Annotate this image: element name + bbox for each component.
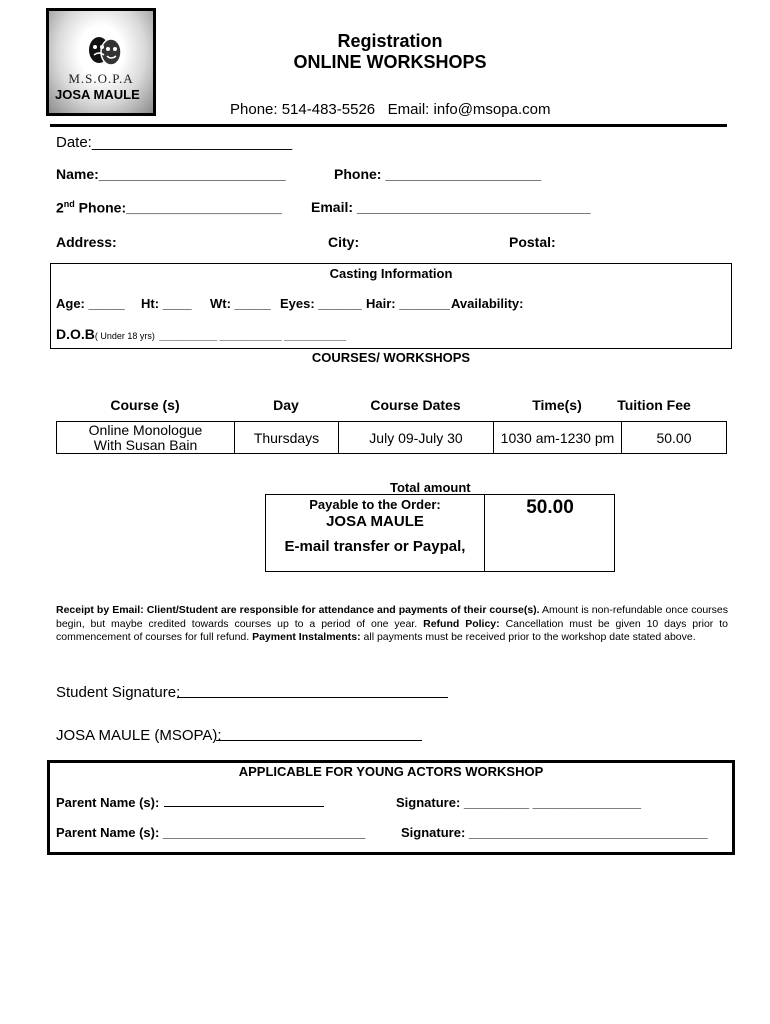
instalments-bold: Payment Instalments: <box>249 631 361 643</box>
payment-method: E-mail transfer or Paypal, <box>284 538 466 555</box>
second-phone-label: Phone:____________________ <box>74 199 282 216</box>
day-cell: Thursdays <box>235 422 339 454</box>
logo <box>46 8 156 116</box>
weight-field[interactable]: Wt: _____ <box>210 296 271 311</box>
phone-number: 514-483-5526 <box>281 101 376 118</box>
time-cell: 1030 am-1230 pm <box>494 422 622 454</box>
parent-name-line-1[interactable] <box>164 806 324 807</box>
second-phone-sup: nd <box>63 199 75 209</box>
col-header-time: Time(s) <box>532 397 582 413</box>
courses-table <box>56 421 727 454</box>
height-field[interactable]: Ht: ____ <box>141 296 192 311</box>
casting-title: Casting Information <box>329 266 453 281</box>
col-header-day: Day <box>273 397 299 413</box>
receipt-bold: Receipt by Email: Client/Student are responsible for attendance and payments of their course(s). <box>56 604 540 616</box>
dob-label: D.O.B <box>56 326 95 342</box>
contact-line <box>230 101 550 118</box>
payee-name: JOSA MAULE <box>326 513 424 530</box>
course-name-line1: Online Monologue <box>88 421 203 438</box>
student-signature-line[interactable] <box>177 697 448 698</box>
refund-text: Cancellation must be given 10 days prior to commencement of courses for full refund. <box>56 617 728 643</box>
header-divider <box>50 124 727 127</box>
josa-signature-label: JOSA MAULE (MSOPA): <box>56 727 222 744</box>
age-field[interactable]: Age: _____ <box>56 296 125 311</box>
date-field[interactable]: Date:________________________ <box>56 134 293 151</box>
name-field[interactable]: Name:________________________ <box>56 166 286 182</box>
instalments-text: all payments must be received prior to the workshop date stated above. <box>360 631 696 643</box>
email-address: info@msopa.com <box>433 101 551 118</box>
total-amount-label: Total amount <box>390 480 471 495</box>
parent-signature-1[interactable]: Signature: _________ _______________ <box>396 795 642 810</box>
course-name-line2: With Susan Bain <box>93 436 198 453</box>
courses-title: COURSES/ WORKSHOPS <box>311 350 471 365</box>
policy-text <box>56 604 728 645</box>
payable-label: Payable to the Order: <box>309 497 441 512</box>
page-subtitle: ONLINE WORKSHOPS <box>293 52 487 72</box>
phone-field[interactable]: Phone: ____________________ <box>334 166 542 182</box>
dob-lines: _____________ ______________ ______________ <box>159 332 347 341</box>
eyes-field[interactable]: Eyes: ______ <box>280 296 362 311</box>
second-phone-prefix: 2 <box>56 199 64 216</box>
city-field[interactable]: City: <box>328 234 360 250</box>
parent-name-field-2[interactable]: Parent Name (s): ____________________________ <box>56 825 366 840</box>
logo-name: JOSA MAULE <box>55 87 140 102</box>
page-title: Registration <box>337 31 443 51</box>
refund-bold: Refund Policy: <box>417 617 500 630</box>
total-amount-value: 50.00 <box>526 497 574 518</box>
course-cell <box>57 422 235 454</box>
logo-org: M.S.O.P.A <box>68 71 134 86</box>
col-header-fee: Tuition Fee <box>617 397 691 413</box>
josa-signature-line[interactable] <box>216 740 422 741</box>
dates-cell: July 09-July 30 <box>339 422 494 454</box>
col-header-dates: Course Dates <box>370 397 461 413</box>
fee-cell: 50.00 <box>622 422 727 454</box>
phone-label: Phone: <box>230 101 278 118</box>
theatre-masks-icon <box>85 35 125 69</box>
young-actors-title: APPLICABLE FOR YOUNG ACTORS WORKSHOP <box>238 764 544 779</box>
student-signature-label: Student Signature: <box>56 684 181 701</box>
receipt-text: Amount is non-refundable once courses begin, but maybe credited towards courses up to a period of one year. <box>56 604 728 630</box>
email-field[interactable]: Email: ______________________________ <box>311 199 591 215</box>
parent-signature-2[interactable]: Signature: _________________________________ <box>401 825 708 840</box>
address-field[interactable]: Address: <box>56 234 117 250</box>
second-phone-field[interactable] <box>56 199 282 216</box>
table-row <box>57 422 727 454</box>
parent-name-label-1: Parent Name (s): <box>56 795 160 810</box>
hair-field[interactable]: Hair: _______ <box>366 296 450 311</box>
dob-note: ( Under 18 yrs) <box>94 331 155 341</box>
email-label: Email: <box>387 101 430 118</box>
dob-field[interactable] <box>56 326 346 344</box>
col-header-course: Course (s) <box>110 397 180 413</box>
availability-field[interactable]: Availability: <box>451 296 524 311</box>
postal-field[interactable]: Postal: <box>509 234 556 250</box>
